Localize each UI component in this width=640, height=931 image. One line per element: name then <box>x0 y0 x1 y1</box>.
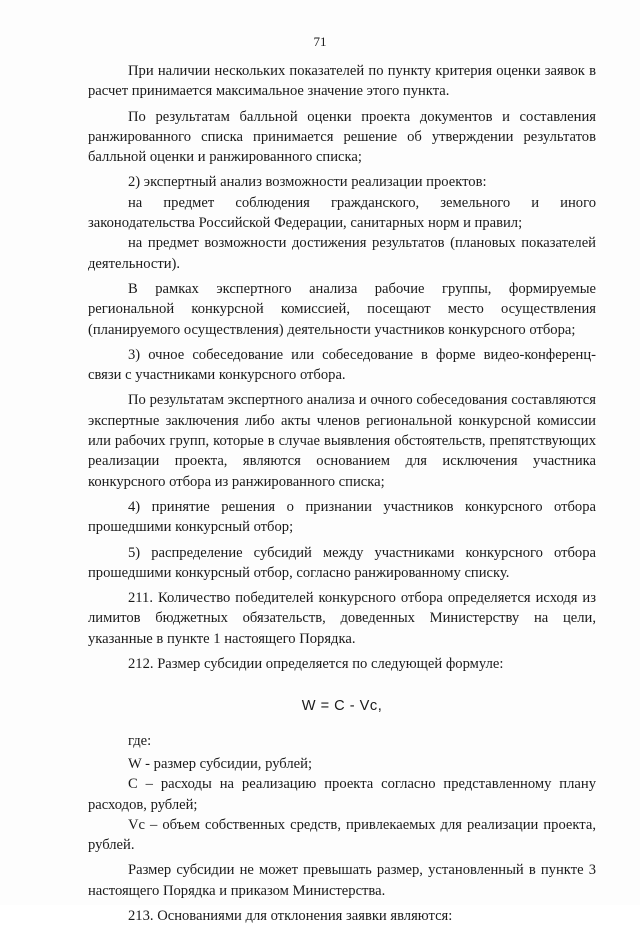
paragraph-interview: 3) очное собеседование или собеседование в форме видео-конференц-связи с участниками конкурсного отбора. <box>88 346 596 384</box>
paragraph-212: 212. Размер субсидии определяется по следующей формуле: <box>128 656 504 673</box>
where-label: где: <box>128 732 152 749</box>
paragraph-achievement: на предмет возможности достижения результатов (плановых показателей деятельности). <box>88 235 596 272</box>
document-body <box>88 61 596 931</box>
paragraph-211: 211. Количество победителей конкурсного отбора определяется исходя из лимитов бюджетных обязательств, доведенных Министерству на цели, указанные в пункте 1 настоящего Порядка. <box>88 590 596 647</box>
paragraph-compliance: на предмет соблюдения гражданского, земельного и иного законодательства Российской Федерации, санитарных норм и правил; <box>88 194 596 232</box>
paragraph-expert-analysis: 2) экспертный анализ возможности реализации проектов: <box>128 174 487 191</box>
definition-w: W - размер субсидии, рублей; <box>128 755 312 772</box>
paragraph-expert-conclusions: По результатам экспертного анализа и очного собеседования составляются экспертные заключения либо акты членов региональной конкурсной комиссии или рабочих групп, которые в случае выявления обстоятельств, препятствующих реализации проекта, являются основанием для исключения участника конкурсного отбора из ранжированного списка; <box>88 392 596 490</box>
paragraph-scoring-decision: По результатам балльной оценки проекта документов и составления ранжированного списка принимается решение об утверждении результатов балльной оценки и ранжированного списка; <box>88 108 596 166</box>
paragraph-working-groups: В рамках экспертного анализа рабочие группы, формируемые региональной конкурсной комиссией, посещают место осуществления (планируемого осуществления) деятельности участников конкурсного отбора; <box>88 280 596 338</box>
subsidy-formula: W = C - Vc, <box>301 698 383 715</box>
paragraph-max-value: При наличии нескольких показателей по пункту критерия оценки заявок в расчет принимается максимальное значение этого пункта. <box>88 63 596 100</box>
paragraph-limit: Размер субсидии не может превышать размер, установленный в пункте 3 настоящего Порядка и приказом Министерства. <box>88 862 596 899</box>
definition-c: С – расходы на реализацию проекта согласно представленному плану расходов, рублей; <box>88 776 596 813</box>
paragraph-decision: 4) принятие решения о признании участников конкурсного отбора прошедшими конкурсный отбор; <box>88 498 596 536</box>
definition-vc: Vc – объем собственных средств, привлекаемых для реализации проекта, рублей. <box>88 816 596 854</box>
paragraph-distribution: 5) распределение субсидий между участниками конкурсного отбора прошедшими конкурсный отбор, согласно ранжированному списку. <box>88 544 596 581</box>
paragraph-213: 213. Основаниями для отклонения заявки являются: <box>128 907 453 924</box>
page-number: 71 <box>313 34 327 49</box>
